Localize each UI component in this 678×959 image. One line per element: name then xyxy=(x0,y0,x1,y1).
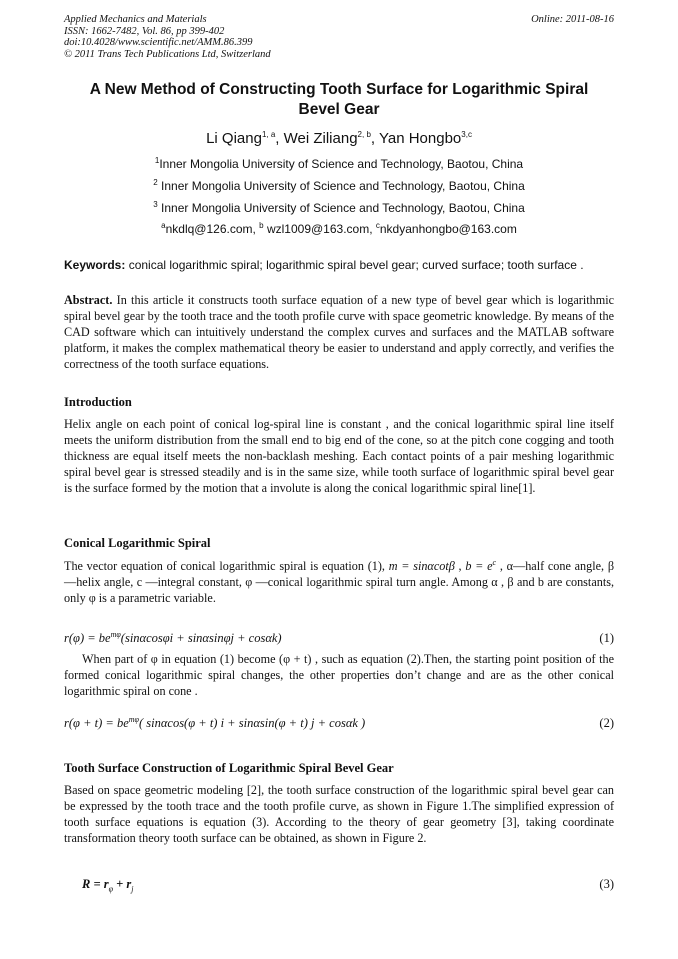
copyright-line: © 2011 Trans Tech Publications Ltd, Switzerland xyxy=(64,48,271,60)
abstract-text: In this article it constructs tooth surface equation of a new type of bevel gear which is logarithmic spiral bevel gear by the tooth trace and the tooth profile curve with space geometric knowledge. By means of the CAD software which can intuitively understand the complex curves and surfaces and the MATLAB software platform, it makes the complex mathematical theory be easier to understand and apply correctly, and verifies the correctness of the tooth surface equations. xyxy=(64,293,614,371)
section-heading-conical-spiral: Conical Logarithmic Spiral xyxy=(64,536,211,550)
equation-number: (3) xyxy=(599,877,614,891)
section-heading-tooth-surface: Tooth Surface Construction of Logarithmic Spiral Bevel Gear xyxy=(64,761,394,775)
introduction-paragraph: Helix angle on each point of conical log-spiral line is constant , and the conical logarithmic spiral line itself meets the uniform distribution from the small end to big end of the cone, so at the pitch cone cogging and tooth thickness are equal itself meets the non-backlash meshing. Each contact points of a pair meshing logarithmic spiral bevel gear is stressed steadily and is in the same size, while tooth surface of logarithmic spiral bevel gear is the surface formed by the motion that a involute is along the conical logarithmic spiral line[1]. xyxy=(64,417,614,495)
author-name: Li Qiang xyxy=(206,130,262,147)
author-list: Li Qiang$^{1, a}$, Wei Ziliang$^{2, b}$, Yan Hongbo$^{3,c}$ xyxy=(206,130,472,147)
author-sup: 1, a xyxy=(261,130,276,139)
equation-1: $r(\varphi) = be^{m\varphi}(\sin\alpha\cos\varphi i + \sin\alpha\sin\varphi j + \cos\alpha k)$ (1) xyxy=(64,629,614,645)
b-definition: b = e xyxy=(465,559,493,573)
online-date: Online: 2011-08-16 xyxy=(531,14,614,25)
author-sup: 3,c xyxy=(461,130,472,139)
author-name: Yan Hongbo xyxy=(378,130,462,147)
affiliation-1: $^1$Inner Mongolia University of Science and Technology, Baotou, China xyxy=(154,156,524,171)
running-header xyxy=(64,14,614,60)
section-heading-introduction: Introduction xyxy=(64,395,132,409)
keywords-text: conical logarithmic spiral; logarithmic spiral bevel gear; curved surface; tooth surface . xyxy=(125,258,584,272)
author-name: Wei Ziliang xyxy=(283,130,358,147)
affiliation-2: $^2$ Inner Mongolia University of Science and Technology, Baotou, China xyxy=(153,178,525,193)
keywords xyxy=(64,258,614,272)
email-b[interactable]: wzl1009@163.com, xyxy=(263,222,376,236)
m-definition: m = sinαcotβ xyxy=(388,559,455,573)
equation-number: (2) xyxy=(599,716,614,730)
abstract-label: Abstract. xyxy=(64,293,113,307)
journal-name: Applied Mechanics and Materials xyxy=(64,14,207,25)
equation-2: $r(\varphi + t) = be^{m\varphi}$( sinαcos(φ + t) i + sinαsin(φ + t) j + cosαk ) (2) xyxy=(64,714,614,730)
keywords-label: Keywords: xyxy=(64,258,126,272)
author-sup: 2, b xyxy=(357,130,371,139)
conical-paragraph-1: The vector equation of conical logarithmic spiral is equation (1), m = sinαcotβ , $b = e^c$ , α—half cone angle, β —helix angle, c —integral constant, φ —conical logarithmic spiral turn angle. Among α , β and b are constants, only φ is a parametric variable. xyxy=(64,557,615,605)
abstract xyxy=(64,292,614,372)
email-line: $^a$nkdlq@126.com, $^b$ wzl1009@163.com, $^c$nkdyanhongbo@163.com xyxy=(161,221,517,236)
conical-paragraph-2: When part of φ in equation (1) become (φ + t) , such as equation (2).Then, the starting point position of the formed conical logarithmic spiral changes, the other properties don’t change and are as the other conical logarithmic spiral on cone . xyxy=(64,652,614,698)
affiliation-3: $^3$ Inner Mongolia University of Science and Technology, Baotou, China xyxy=(153,200,525,215)
equation-number: (1) xyxy=(599,631,614,645)
paper-title: A New Method of Constructing Tooth Surface for Logarithmic Spiral Bevel Gear xyxy=(89,81,589,118)
tooth-surface-paragraph: Based on space geometric modeling [2], the tooth surface construction of the logarithmic spiral bevel gear can be expressed by the tooth trace and the tooth profile curve, as shown in Figure 1.The simplified expression of tooth surface equations is equation (3). According to the theory of gear geometry [3], taking coordinate transformation theory tooth surface can be obtained, as shown in Figure 2. xyxy=(64,783,614,845)
email-a[interactable]: nkdlq@126.com, xyxy=(165,222,260,236)
doi-line: doi:10.4028/www.scientific.net/AMM.86.399 xyxy=(64,37,253,48)
email-c[interactable]: nkdyanhongbo@163.com xyxy=(379,222,517,236)
issn-line: ISSN: 1662-7482, Vol. 86, pp 399-402 xyxy=(64,25,225,37)
equation-3: $R = r_\varphi + r_j$ (3) xyxy=(82,877,614,894)
